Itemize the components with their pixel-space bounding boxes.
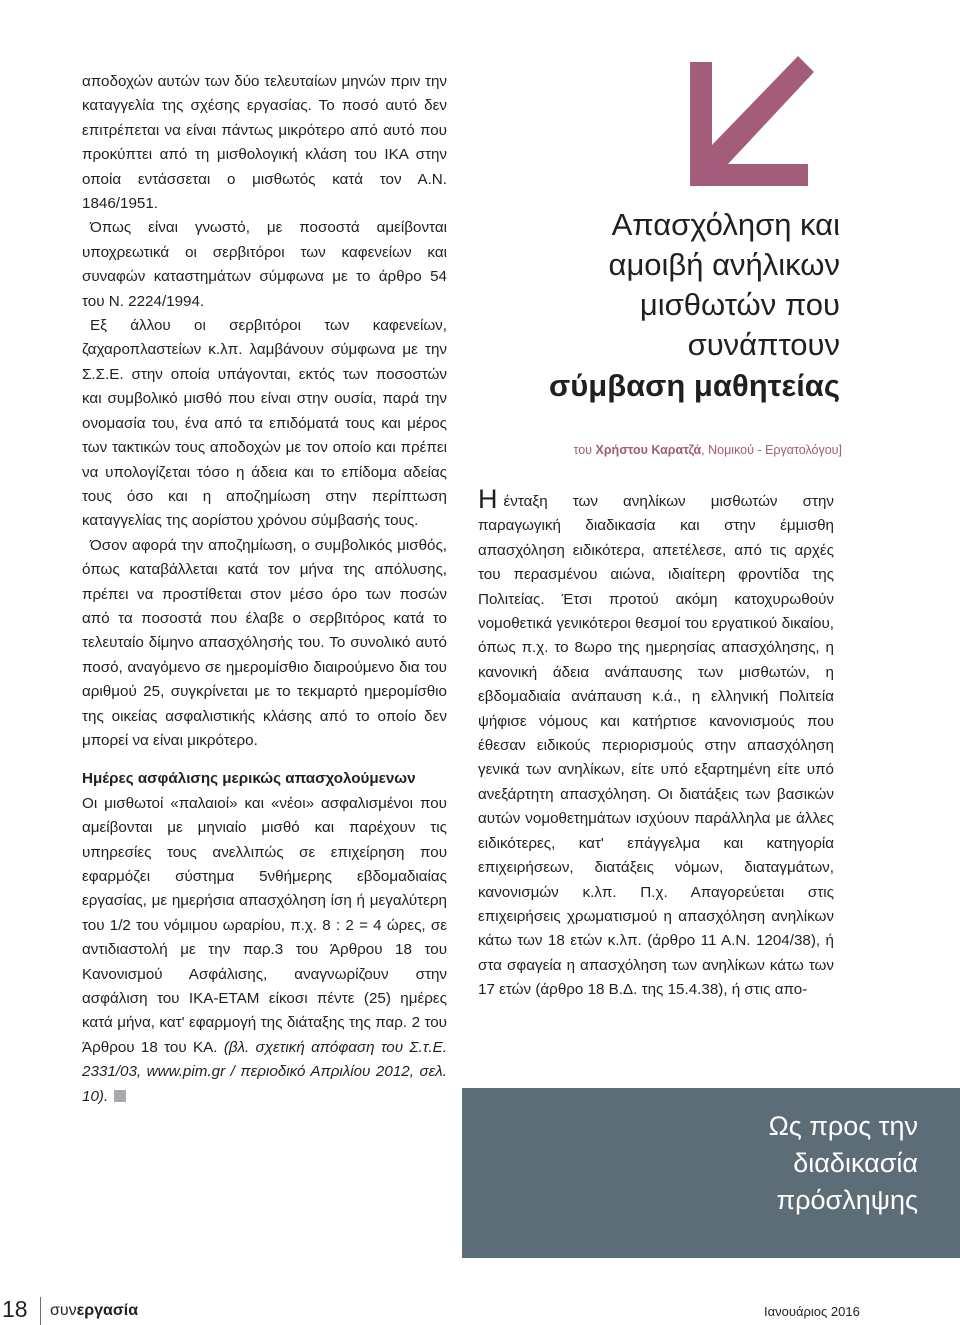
left-column — [82, 70, 447, 1109]
page-number: 18 — [2, 1296, 28, 1322]
brand-light: συν — [50, 1302, 77, 1319]
issue-date: Ιανουάριος 2016 — [764, 1304, 860, 1319]
box-line-1: Ως προς την — [768, 1111, 918, 1141]
paragraph-5 — [82, 792, 447, 1109]
arrow-down-left-icon — [690, 52, 820, 187]
byline-author: Χρήστου Καρατζά — [595, 443, 702, 457]
paragraph-5-citation: (βλ. σχετική απόφαση του Σ.τ.Ε. 2331/03, www.pim.gr / περιοδικό Απριλίου 2012, σελ. 10). — [82, 1038, 447, 1105]
paragraph-1: αποδοχών αυτών των δύο τελευταίων μηνών πριν την καταγγελία της σχέσης εργασίας. Το ποσό αυτό δεν επιτρέπεται να είναι πάντως μικρότερο από αυτό που προκύπτει από τη μισθολογική κλάση του ΙΚΑ στην οποία εντάσσεται ο μισθωτός κατά τον Α.Ν. 1846/1951. — [82, 73, 447, 213]
section-box-title — [618, 1108, 918, 1219]
intro-text: ένταξη των ανηλίκων μισθωτών στην παραγωγική διαδικασία και στην έμμισθη απασχόληση ειδικότερα, απετέλεσε, από τις αρχές του περασμένου αιώνα, ιδιαίτερη φροντίδα της Πολιτείας. Έτσι προτού ακόμη κατοχυρωθούν νομοθετικά γενικότεροι θεσμοί του εργατικού δικαίου, όπως π.χ. το 8ωρο της ημερησίας απασχόλησης, η κανονική άδεια ανάπαυσης των μισθωτών, η εβδομαδιαία ανάπαυση κ.ά., η ελληνική Πολιτεία ψήφισε νόμους και κατήρτισε κανονισμούς που έθεσαν ειδικούς περιορισμούς στην απασχόληση γενικά των ανηλίκων, είτε υπό εξαρτημένη είτε υπό ανεξάρτητη απασχόληση. Οι διατάξεις των βασικών αυτών νομοθετημάτων ισχύουν παράλληλα με άλλες ειδικότερες, κατ' επάγγελμα και κατηγορία επιχειρήσεων, διατάξεις νόμων, διαταγμάτων, κανονισμών κ.λπ. Π.χ. Απαγορεύεται στις επιχειρήσεις χρωματισμού η απασχόληση ανηλίκων κάτω των 18 ετών κ.λπ. (άρθρο 11 Α.Ν. 1204/38), ή στα σφαγεία η απασχόληση των ανηλίκων κάτω των 17 ετών (άρθρο 18 Β.Δ. της 15.4.38), ή στις απο- — [478, 493, 834, 999]
right-column — [478, 484, 834, 1003]
paragraph-2: Όπως είναι γνωστό, με ποσοστά αμείβονται υποχρεωτικά οι σερβιτόροι των καφενείων και συναφών καταστημάτων σύμφωνα με το άρθρο 54 του Ν. 2224/1994. — [82, 219, 447, 310]
article-title — [498, 205, 840, 407]
byline-prefix: του — [573, 443, 596, 457]
title-line-5: σύμβαση μαθητείας — [548, 368, 840, 403]
paragraph-5-text: Οι μισθωτοί «παλαιοί» και «νέοι» ασφαλισμένοι που αμείβονται με μηνιαίο μισθό και παρέχουν τις υπηρεσίες τους ανελλιπώς σε επιχείρηση που εφαρμόζει σύστημα 5νθήμερης εβδομαδιαίας εργασίας, με ημερήσια απασχόληση ίση ή μεγαλύτερη του 1/2 του νόμιμου ωραρίου, π.χ. 8 : 2 = 4 ώρες, σε αντιδιαστολή με την παρ.3 του Άρθρου 18 του Κανονισμού Ασφάλισης, αναγνωρίζουν στην ασφάλιση του ΙΚΑ-ΕΤΑΜ είκοσι πέντε (25) ημέρες κατά μήνα, κατ' εφαρμογή της διάταξης της παρ. 2 του Άρθρου 18 του ΚΑ. — [82, 794, 447, 1056]
end-mark-icon — [114, 1090, 126, 1102]
paragraph-3: Εξ άλλου οι σερβιτόροι των καφενείων, ζαχαροπλαστείων κ.λπ. λαμβάνουν σύμφωνα με την Σ.Σ.Ε. στην οποία υπάγονται, εκτός των ποσοστών και συμβολικό μισθό που είναι στην ουσία, παρά την ονομασία του, ένα από τα επιδόματά τους και μέρος των τακτικών τους αποδοχών με τον οποίο και πρέπει να υπολογίζεται τόσο η άδεια και το επίδομα αδείας τους όσο και η αποζημίωση στην περίπτωση καταγγελίας της αορίστου χρόνου σύμβασής τους. — [82, 317, 447, 530]
box-line-3: πρόσληψης — [776, 1185, 918, 1215]
title-line-2: αμοιβή ανήλικων — [608, 247, 840, 282]
footer-divider — [40, 1297, 41, 1325]
section-box — [462, 1088, 960, 1258]
title-line-1: Απασχόληση και — [611, 207, 840, 242]
title-line-3: μισθωτών που — [639, 287, 840, 322]
title-line-4: συνάπτουν — [687, 327, 840, 362]
brand-bold: εργασία — [76, 1302, 139, 1319]
byline — [470, 443, 842, 457]
section-heading: Ημέρες ασφάλισης μερικώς απασχολούμενων — [82, 770, 416, 788]
magazine-brand — [50, 1302, 138, 1320]
byline-suffix: , Νομικού - Εργατολόγου] — [701, 443, 842, 457]
box-line-2: διαδικασία — [793, 1148, 918, 1178]
paragraph-4: Όσον αφορά την αποζημίωση, ο συμβολικός μισθός, όπως καταβάλλεται κατά τον μήνα της απόλυσης, πρέπει να προστίθεται στον μέσο όρο των ποσών από τα ποσοστά που έλαβε ο σερβιτόρος κατά το τελευταίο δίμηνο απασχόλησής του. Το συνολικό αυτό ποσό, αναγόμενο σε ημερομίσθιο διαιρούμενο δια του αριθμού 25, συγκρίνεται με το τεκμαρτό ημερομίσθιο της οικείας ασφαλιστικής κλάσης από το οποίο δεν μπορεί να είναι μικρότερο. — [82, 536, 447, 749]
drop-cap: Η — [478, 484, 498, 514]
intro-paragraph — [478, 484, 834, 1003]
